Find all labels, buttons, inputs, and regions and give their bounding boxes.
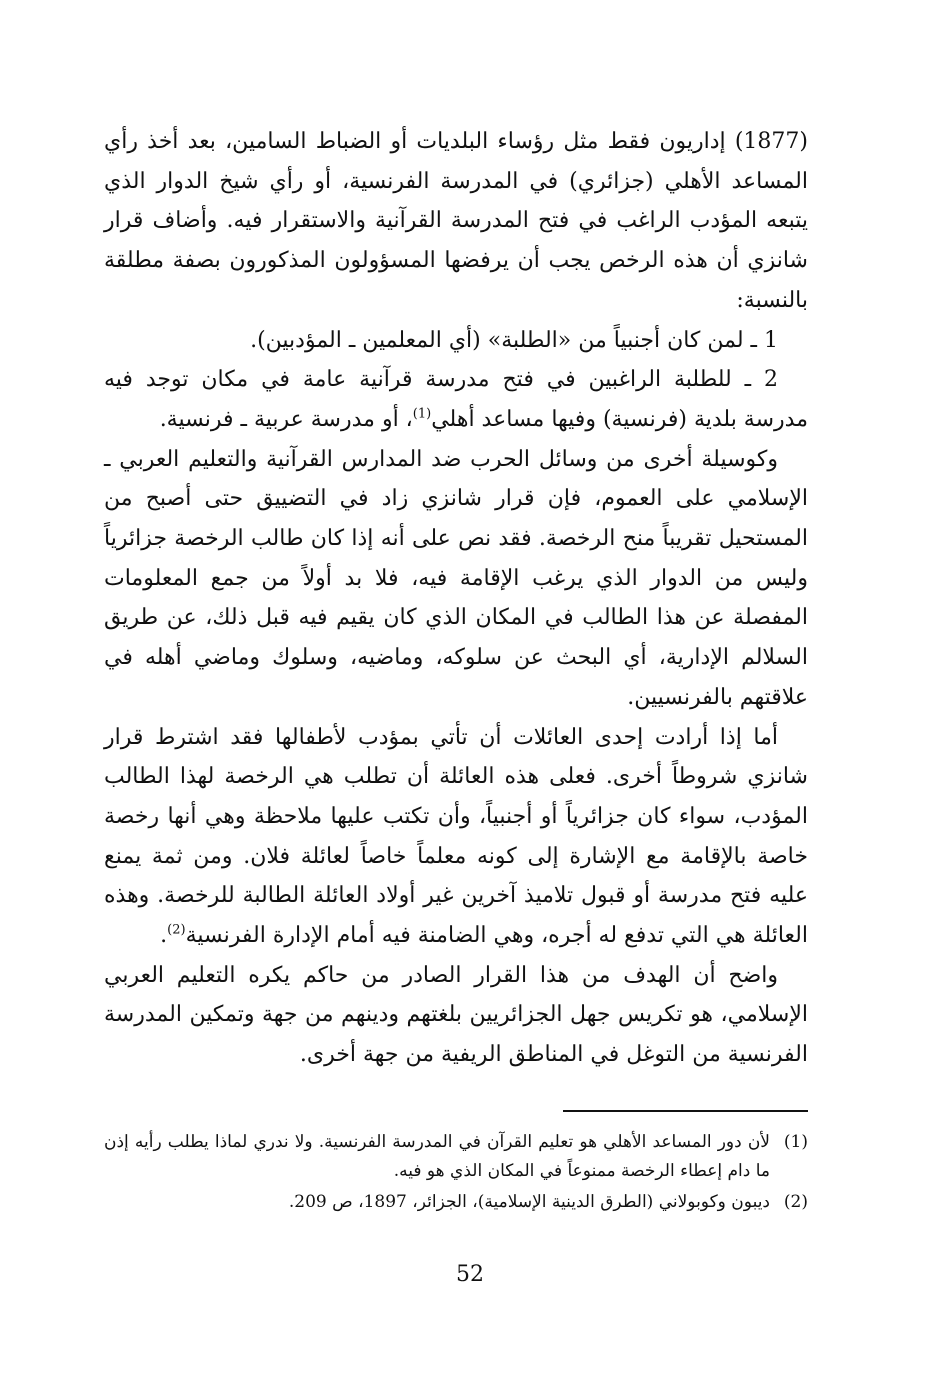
footnote-1: [104, 1128, 808, 1186]
footnote-ref-2[interactable]: (2): [167, 922, 186, 938]
main-text: [104, 122, 808, 1075]
page-number: 52: [456, 1262, 484, 1287]
footnote-number: (2): [783, 1192, 808, 1212]
list-item-2: [104, 360, 808, 439]
footnote-divider: [563, 1110, 808, 1112]
paragraph-1: (1877) إداريون فقط مثل رؤساء البلديات أو الضباط السامين، بعد أخذ رأي المساعد الأهلي (جزائري) في المدرسة الفرنسية، أو رأي شيخ الدوار الذي يتبعه المؤدب الراغب في فتح المدرسة القرآنية والاستقرار فيه. وأضاف قرار شانزي أن هذه الرخص يجب أن يرفضها المسؤولون المذكورون بصفة مطلقة بالنسبة:: [104, 129, 808, 313]
list-item-1: 1 ـ لمن كان أجنبياً من «الطلبة» (أي المعلمين ـ المؤدبين).: [250, 327, 778, 353]
paragraph-3-tail: .: [160, 923, 168, 949]
list-item-2-text: 2 ـ للطلبة الراغبين في فتح مدرسة قرآنية عامة في مكان توجد فيه مدرسة بلدية (فرنسية) وفيها مساعد أهلي: [104, 367, 808, 432]
paragraph-3-text: أما إذا أرادت إحدى العائلات أن تأتي بمؤدب لأطفالها فقد اشترط قرار شانزي شروطاً أخرى. فعلى هذه العائلة أن تطلب هي الرخصة لهذا الطالب المؤدب، سواء كان جزائرياً أو أجنبياً، وأن تكتب عليها ملاحظة وهي أنها رخصة خاصة بالإقامة مع الإشارة إلى كونه معلماً خاصاً لعائلة فلان. ومن ثمة يمنع عليه فتح مدرسة أو قبول تلاميذ آخرين غير أولاد العائلة الطالبة للرخصة. وهذه العائلة هي التي تدفع له أجره، وهي الضامنة فيه أمام الإدارة الفرنسية: [104, 724, 808, 949]
footnote-number: (1): [783, 1132, 808, 1152]
footnotes: [104, 1128, 808, 1219]
list-item-2-tail: ، أو مدرسة عربية ـ فرنسية.: [159, 406, 413, 432]
footnote-text: ديبون وكوبولاني (الطرق الدينية الإسلامية)، الجزائر، 1897، ص 209.: [288, 1192, 770, 1212]
paragraph-2: وكوسيلة أخرى من وسائل الحرب ضد المدارس القرآنية والتعليم العربي ـ الإسلامي على العموم، فإن قرار شانزي زاد في التضييق حتى أصبح من المستحيل تقريباً منح الرخصة. فقد نص على أنه إذا كان طالب الرخصة جزائرياً وليس من الدوار الذي يرغب الإقامة فيه، فلا بد أولاً من جمع المعلومات المفصلة عن هذا الطالب في المكان الذي كان يقيم فيه قبل ذلك، عن طريق السلالم الإدارية، أي البحث عن سلوكه، وماضيه، وسلوك وماضي أهله في علاقتهم بالفرنسيين.: [104, 446, 808, 710]
paragraph-3: [104, 718, 808, 956]
footnote-ref-1[interactable]: (1): [412, 406, 432, 422]
paragraph-4: واضح أن الهدف من هذا القرار الصادر من حاكم يكره التعليم العربي الإسلامي، هو تكريس جهل الجزائريين بلغتهم ودينهم من جهة وتمكين المدرسة الفرنسية من التوغل في المناطق الريفية من جهة أخرى.: [104, 962, 808, 1068]
footnote-2: [104, 1188, 808, 1217]
footnote-text: لأن دور المساعد الأهلي هو تعليم القرآن في المدرسة الفرنسية. ولا ندري لماذا يطلب رأيه إذن ما دام إعطاء الرخصة ممنوعاً في المكان الذي هو فيه.: [104, 1132, 770, 1181]
